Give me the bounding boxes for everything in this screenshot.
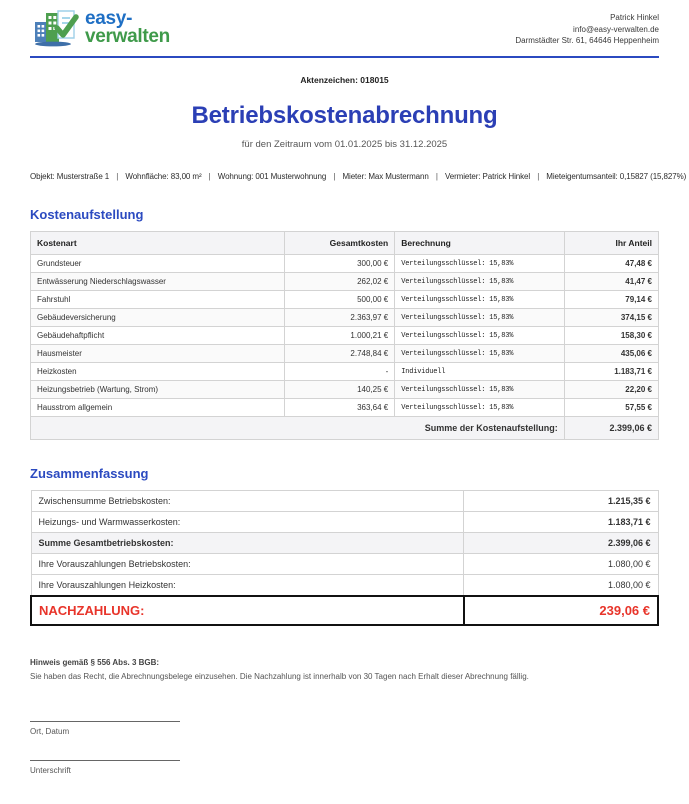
cell-kostenart: Entwässerung Niederschlagswasser — [31, 273, 285, 291]
cost-table-header-row — [31, 232, 659, 255]
table-row — [31, 327, 659, 345]
summary-table-body — [31, 491, 658, 597]
cost-sum-value: 2.399,06 € — [564, 417, 658, 440]
cell-kostenart: Gebäudeversicherung — [31, 309, 285, 327]
cell-berechnung: Verteilungsschlüssel: 15,83% — [395, 381, 565, 399]
cell-ihr-anteil: 79,14 € — [564, 291, 658, 309]
cell-berechnung: Verteilungsschlüssel: 15,83% — [395, 291, 565, 309]
cell-ihr-anteil: 1.183,71 € — [564, 363, 658, 381]
cost-sum-row — [31, 417, 659, 440]
brand-logo — [30, 8, 170, 48]
summary-row-value: 2.399,06 € — [464, 533, 658, 554]
table-row — [31, 255, 659, 273]
summary-table-foot — [31, 596, 658, 625]
legal-note-title: Hinweis gemäß § 556 Abs. 3 BGB: — [30, 658, 160, 667]
document-header — [30, 0, 659, 54]
nachzahlung-row — [31, 596, 658, 625]
cell-ihr-anteil: 374,15 € — [564, 309, 658, 327]
meta-wohnflaeche: Wohnfläche: 83,00 m² — [125, 172, 202, 181]
cell-gesamtkosten: - — [285, 363, 395, 381]
meta-mieter: Mieter: Max Mustermann — [342, 172, 429, 181]
summary-row — [31, 554, 658, 575]
page-subtitle: für den Zeitraum vom 01.01.2025 bis 31.12.2025 — [241, 139, 448, 150]
cell-berechnung: Verteilungsschlüssel: 15,83% — [395, 345, 565, 363]
cell-berechnung: Verteilungsschlüssel: 15,83% — [395, 255, 565, 273]
cell-gesamtkosten: 500,00 € — [285, 291, 395, 309]
cell-gesamtkosten: 2.363,97 € — [285, 309, 395, 327]
signature-line-date — [30, 721, 180, 722]
summary-row — [31, 533, 658, 554]
summary-row-label: Heizungs- und Warmwasserkosten: — [31, 512, 464, 533]
cell-kostenart: Hausstrom allgemein — [31, 399, 285, 417]
brand-word-easy: easy- — [85, 8, 133, 30]
cell-gesamtkosten: 140,25 € — [285, 381, 395, 399]
summary-row-value: 1.183,71 € — [464, 512, 658, 533]
legal-note — [30, 656, 659, 684]
meta-vermieter: Vermieter: Patrick Hinkel — [444, 172, 531, 181]
nachzahlung-label: NACHZAHLUNG: — [31, 596, 464, 625]
building-check-icon — [33, 8, 79, 48]
summary-row-value: 1.215,35 € — [464, 491, 658, 512]
summary-table — [30, 490, 659, 626]
cell-kostenart: Heizkosten — [31, 363, 285, 381]
col-header-kostenart: Kostenart — [31, 232, 285, 255]
cell-ihr-anteil: 22,20 € — [564, 381, 658, 399]
cost-table-foot — [31, 417, 659, 440]
summary-row — [31, 512, 658, 533]
meta-separator: | — [435, 172, 438, 181]
cell-berechnung: Verteilungsschlüssel: 15,83% — [395, 327, 565, 345]
cell-berechnung: Verteilungsschlüssel: 15,83% — [395, 309, 565, 327]
legal-note-text: Sie haben das Recht, die Abrechnungsbelege einzusehen. Die Nachzahlung ist innerhalb von 30 Tagen nach Erhalt dieser Abrechnung fällig. — [30, 672, 529, 681]
table-row — [31, 345, 659, 363]
cell-kostenart: Gebäudehaftpflicht — [31, 327, 285, 345]
section-title-kostenaufstellung: Kostenaufstellung — [30, 207, 144, 222]
meta-separator: | — [116, 172, 119, 181]
page-title: Betriebskostenabrechnung — [191, 102, 498, 129]
table-row — [31, 291, 659, 309]
cell-kostenart: Heizungsbetrieb (Wartung, Strom) — [31, 381, 285, 399]
signature-label-name: Unterschrift — [30, 766, 71, 775]
contact-block — [515, 8, 659, 47]
table-row — [31, 381, 659, 399]
cell-ihr-anteil: 57,55 € — [564, 399, 658, 417]
cell-ihr-anteil: 47,48 € — [564, 255, 658, 273]
section-title-zusammenfassung: Zusammenfassung — [30, 466, 149, 481]
cell-berechnung: Verteilungsschlüssel: 15,83% — [395, 273, 565, 291]
col-header-gesamtkosten: Gesamtkosten — [285, 232, 395, 255]
summary-row-value: 1.080,00 € — [464, 554, 658, 575]
cost-sum-label: Summe der Kostenaufstellung: — [31, 417, 565, 440]
cost-breakdown-table — [30, 231, 659, 440]
cell-ihr-anteil: 158,30 € — [564, 327, 658, 345]
cell-gesamtkosten: 1.000,21 € — [285, 327, 395, 345]
cell-kostenart: Fahrstuhl — [31, 291, 285, 309]
signature-label-date: Ort, Datum — [30, 727, 70, 736]
brand-word-verwalten: verwalten — [85, 26, 170, 47]
summary-row-value: 1.080,00 € — [464, 575, 658, 597]
contact-email: info@easy-verwalten.de — [573, 24, 659, 34]
cell-ihr-anteil: 435,06 € — [564, 345, 658, 363]
meta-objekt: Objekt: Musterstraße 1 — [30, 172, 110, 181]
meta-separator: | — [333, 172, 336, 181]
col-header-ihr-anteil: Ihr Anteil — [564, 232, 658, 255]
signature-line-name — [30, 760, 180, 761]
cell-gesamtkosten: 262,02 € — [285, 273, 395, 291]
signature-block-date — [30, 721, 659, 736]
signature-block-name — [30, 760, 659, 775]
contact-name: Patrick Hinkel — [610, 13, 659, 22]
summary-row-label: Zwischensumme Betriebskosten: — [31, 491, 464, 512]
cost-table-head — [31, 232, 659, 255]
signature-area — [30, 721, 659, 775]
property-meta-line — [30, 172, 687, 181]
cell-gesamtkosten: 363,64 € — [285, 399, 395, 417]
file-reference: Aktenzeichen: 018015 — [300, 75, 389, 85]
summary-row-label: Ihre Vorauszahlungen Betriebskosten: — [31, 554, 464, 575]
col-header-berechnung: Berechnung — [395, 232, 565, 255]
cell-gesamtkosten: 2.748,84 € — [285, 345, 395, 363]
summary-row — [31, 491, 658, 512]
cell-kostenart: Hausmeister — [31, 345, 285, 363]
meta-separator: | — [537, 172, 540, 181]
cell-ihr-anteil: 41,47 € — [564, 273, 658, 291]
table-row — [31, 363, 659, 381]
header-divider — [30, 56, 659, 58]
cell-gesamtkosten: 300,00 € — [285, 255, 395, 273]
meta-eigentumsanteil: Mieteigentumsanteil: 0,15827 (15,827%) — [546, 172, 687, 181]
meta-separator: | — [208, 172, 211, 181]
meta-wohnung: Wohnung: 001 Musterwohnung — [217, 172, 327, 181]
cell-berechnung: Individuell — [395, 363, 565, 381]
table-row — [31, 273, 659, 291]
cell-kostenart: Grundsteuer — [31, 255, 285, 273]
summary-row-label: Ihre Vorauszahlungen Heizkosten: — [31, 575, 464, 597]
summary-row-label: Summe Gesamtbetriebskosten: — [31, 533, 464, 554]
summary-row — [31, 575, 658, 597]
brand-wordmark — [85, 10, 170, 46]
nachzahlung-value: 239,06 € — [464, 596, 658, 625]
contact-address: Darmstädter Str. 61, 64646 Heppenheim — [515, 36, 659, 46]
table-row — [31, 309, 659, 327]
cost-table-body — [31, 255, 659, 417]
table-row — [31, 399, 659, 417]
cell-berechnung: Verteilungsschlüssel: 15,83% — [395, 399, 565, 417]
